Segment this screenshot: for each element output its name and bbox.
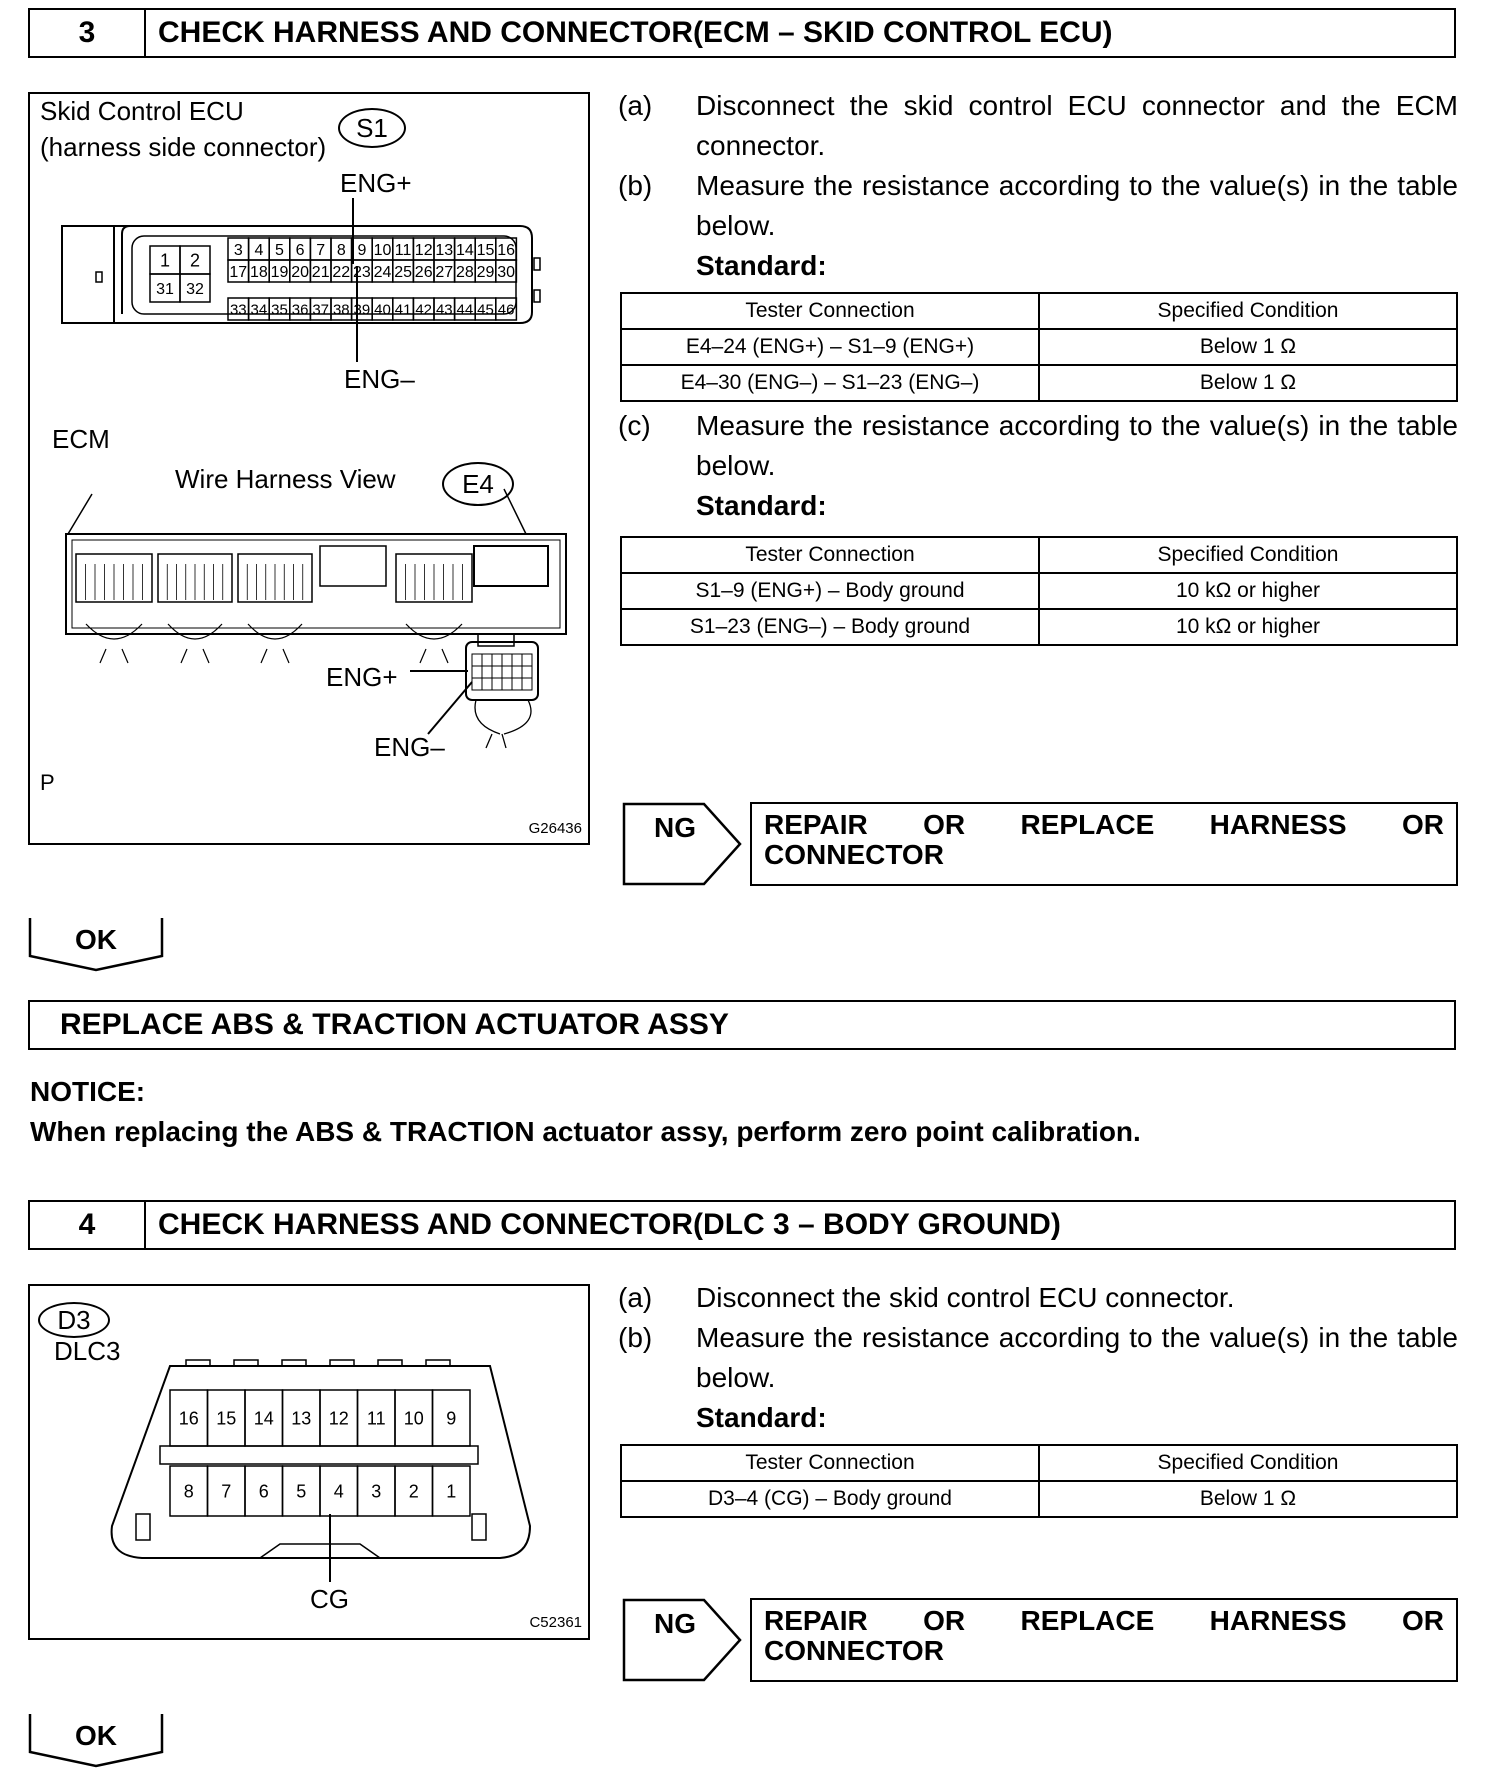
pin-number: 6	[295, 241, 305, 259]
pin-number: 14	[456, 241, 474, 259]
ng-action-line: REPAIR OR REPLACE HARNESS OR	[764, 809, 1444, 840]
dlc-pin-number: 4	[333, 1481, 344, 1502]
e4-pin-cell	[502, 678, 512, 690]
table-cell: Below 1 Ω	[1039, 1481, 1457, 1517]
pin-number: 4	[254, 241, 264, 259]
step-3-figure	[28, 92, 590, 845]
table-header-row	[621, 1445, 1457, 1481]
ok-result-box	[28, 1712, 164, 1770]
cg-label: CG	[310, 1584, 349, 1614]
dlc-pin-number: 11	[366, 1408, 386, 1429]
pin-number: 13	[435, 241, 454, 259]
ecu-sublabel: (harness side connector)	[40, 132, 327, 162]
e4-pin-cell	[472, 678, 482, 690]
spec-table	[620, 536, 1458, 646]
step-title: CHECK HARNESS AND CONNECTOR(DLC 3 – BODY GROUND)	[158, 1208, 1061, 1241]
pin-number: 36	[291, 301, 309, 319]
standard-label: Standard:	[696, 1402, 827, 1433]
pin-number: 32	[186, 280, 204, 298]
pin-number: 37	[312, 301, 330, 319]
item-label: (c)	[618, 410, 651, 441]
eng-plus-label: ENG+	[340, 168, 412, 198]
dlc-pin-number: 9	[446, 1408, 457, 1429]
e4-pin-cell	[522, 654, 532, 666]
column-header: Tester Connection	[621, 1445, 1039, 1481]
table-cell: S1–23 (ENG–) – Body ground	[621, 609, 1039, 645]
pin-number: 20	[291, 263, 309, 281]
pin-number: 7	[316, 241, 326, 259]
dlc-pin-number: 1	[446, 1481, 457, 1502]
connector-diagram	[30, 94, 588, 843]
table-cell: D3–4 (CG) – Body ground	[621, 1481, 1039, 1517]
ecm-label: ECM	[52, 424, 110, 454]
step-number: 4	[30, 1202, 146, 1248]
wire-harness-view-label: Wire Harness View	[175, 464, 396, 494]
e4-pin-cell	[522, 678, 532, 690]
connector-id-badge: E4	[442, 462, 514, 506]
pin-number: 30	[497, 263, 515, 281]
dlc3-diagram	[30, 1286, 588, 1638]
pin-number: 38	[332, 301, 350, 319]
e4-pin-cell	[482, 666, 492, 678]
table-cell: 10 kΩ or higher	[1039, 609, 1457, 645]
table-row	[621, 1481, 1457, 1517]
pin-number: 16	[497, 241, 515, 259]
step-4-instructions	[618, 1278, 1458, 1438]
eng-minus-label: ENG–	[344, 364, 415, 394]
e4-pin-cell	[472, 654, 482, 666]
e4-pin-cell	[482, 654, 492, 666]
table-cell: E4–30 (ENG–) – S1–23 (ENG–)	[621, 365, 1039, 401]
step-4-header	[28, 1200, 1456, 1250]
item-label: (a)	[618, 1282, 653, 1313]
pin-number: 33	[229, 301, 247, 319]
ng-action-line: REPAIR OR REPLACE HARNESS OR	[764, 1605, 1444, 1636]
pin-number: 39	[353, 301, 371, 319]
table-cell: E4–24 (ENG+) – S1–9 (ENG+)	[621, 329, 1039, 365]
dlc-pin-number: 6	[258, 1481, 269, 1502]
pin-number: 18	[250, 263, 268, 281]
e4-pin-cell	[492, 666, 502, 678]
e4-pin-cell	[502, 654, 512, 666]
connector-id-badge: S1	[338, 108, 406, 148]
table-row	[621, 609, 1457, 645]
pin-number: 12	[414, 241, 433, 259]
pin-number: 46	[497, 301, 515, 319]
pin-number: 2	[189, 250, 201, 271]
dlc-pin-number: 13	[291, 1408, 312, 1429]
dlc-pin-number: 16	[178, 1408, 199, 1429]
eng-minus-label: ENG–	[374, 732, 445, 762]
standard-label: Standard:	[696, 490, 827, 521]
dlc-pin-number: 12	[328, 1408, 349, 1429]
ok-label: OK	[75, 924, 117, 955]
pin-number: 1	[159, 250, 171, 271]
wire-bundle	[86, 624, 142, 663]
table-cell: 10 kΩ or higher	[1039, 573, 1457, 609]
ok-result-box	[28, 916, 164, 974]
replace-header	[28, 1000, 1456, 1050]
item-label: (b)	[618, 170, 653, 201]
column-header: Specified Condition	[1039, 293, 1457, 329]
ng-label: NG	[654, 812, 696, 843]
pin-number: 23	[353, 263, 371, 281]
standard-label: Standard:	[696, 250, 827, 281]
ng-action-line: CONNECTOR	[764, 1635, 944, 1666]
e4-pin-cell	[482, 678, 492, 690]
table-header-row	[621, 293, 1457, 329]
pin-number: 45	[477, 301, 494, 319]
p-label: P	[40, 770, 55, 795]
e4-pin-cell	[522, 666, 532, 678]
pin-number: 29	[476, 263, 495, 281]
e4-pin-cell	[492, 678, 502, 690]
e4-pin-cell	[512, 666, 522, 678]
e4-pin-cell	[512, 654, 522, 666]
notice-text: When replacing the ABS & TRACTION actuator assy, perform zero point calibration.	[30, 1116, 1141, 1147]
ok-label: OK	[75, 1720, 117, 1751]
pin-number: 3	[233, 241, 243, 259]
step-3-instructions-c	[618, 406, 1458, 526]
dlc-pin-number: 2	[408, 1481, 419, 1502]
dlc-label: DLC3	[54, 1336, 121, 1366]
figure-code: G26436	[528, 820, 582, 837]
e4-pin-cell	[492, 654, 502, 666]
ng-result-box	[622, 802, 1458, 886]
pin-number: 42	[415, 301, 433, 319]
dlc-pin-number: 3	[371, 1481, 382, 1502]
step-number: 3	[30, 10, 146, 56]
column-header: Tester Connection	[621, 537, 1039, 573]
step-3-instructions	[618, 86, 1458, 286]
table-row	[621, 365, 1457, 401]
pin-number: 5	[275, 241, 284, 259]
pin-number: 17	[229, 263, 248, 281]
dlc-pin-number: 14	[253, 1408, 274, 1429]
dlc-pin-number: 7	[221, 1481, 232, 1502]
pin-number: 34	[250, 301, 268, 319]
pin-number: 43	[435, 301, 453, 319]
table-header-row	[621, 537, 1457, 573]
pin-number: 27	[435, 263, 454, 281]
ng-result-box	[622, 1598, 1458, 1682]
pin-number: 8	[336, 241, 346, 259]
pin-number: 26	[414, 263, 433, 281]
pin-number: 41	[394, 301, 412, 319]
column-header: Tester Connection	[621, 293, 1039, 329]
step-4-figure	[28, 1284, 590, 1640]
step-title: CHECK HARNESS AND CONNECTOR(ECM – SKID CONTROL ECU)	[158, 16, 1113, 49]
pin-number: 31	[156, 280, 174, 298]
e4-pin-cell	[512, 678, 522, 690]
figure-code: C52361	[529, 1614, 582, 1631]
table-cell: Below 1 Ω	[1039, 329, 1457, 365]
e4-pin-cell	[472, 666, 482, 678]
table-cell: S1–9 (ENG+) – Body ground	[621, 573, 1039, 609]
instruction-text: Measure the resistance according to the value(s) in the table below.	[696, 170, 1458, 241]
wire-bundle	[248, 624, 302, 663]
instruction-text: Measure the resistance according to the value(s) in the table below.	[696, 410, 1458, 481]
dlc-pin-number: 8	[183, 1481, 194, 1502]
connector-id-badge: D3	[38, 1302, 110, 1338]
ng-action-line: CONNECTOR	[764, 839, 944, 870]
ecu-label: Skid Control ECU	[40, 96, 244, 126]
instruction-text: Measure the resistance according to the value(s) in the table below.	[696, 1322, 1458, 1393]
spec-table	[620, 292, 1458, 402]
table-row	[621, 573, 1457, 609]
instruction-text: Disconnect the skid control ECU connector.	[696, 1282, 1235, 1313]
pin-number: 21	[311, 263, 330, 281]
instruction-text: Disconnect the skid control ECU connector and the ECM connector.	[696, 90, 1458, 161]
pin-number: 25	[394, 263, 412, 281]
table-cell: Below 1 Ω	[1039, 365, 1457, 401]
ng-action	[750, 802, 1458, 886]
ng-action	[750, 1598, 1458, 1682]
table-row	[621, 329, 1457, 365]
pin-number: 9	[357, 241, 367, 259]
spec-table	[620, 1444, 1458, 1518]
dlc-pin-number: 10	[403, 1408, 424, 1429]
eng-plus-label: ENG+	[326, 662, 398, 692]
item-label: (a)	[618, 90, 653, 121]
notice-label: NOTICE:	[30, 1076, 146, 1107]
column-header: Specified Condition	[1039, 537, 1457, 573]
pin-number: 24	[373, 263, 392, 281]
pin-number: 28	[456, 263, 474, 281]
ng-label: NG	[654, 1608, 696, 1639]
item-label: (b)	[618, 1322, 653, 1353]
pin-number: 19	[270, 263, 289, 281]
pin-number: 11	[394, 241, 412, 259]
e4-pin-cell	[502, 666, 512, 678]
pin-number: 22	[332, 263, 351, 281]
dlc-pin-number: 15	[216, 1408, 237, 1429]
wire-bundle	[168, 624, 222, 663]
step-3-header	[28, 8, 1456, 58]
wire-bundle	[406, 624, 462, 663]
pin-number: 35	[271, 301, 288, 319]
pin-number: 40	[374, 301, 391, 319]
pin-number: 10	[373, 241, 392, 259]
pin-number: 15	[476, 241, 495, 259]
replace-title: REPLACE ABS & TRACTION ACTUATOR ASSY	[60, 1008, 729, 1041]
column-header: Specified Condition	[1039, 1445, 1457, 1481]
dlc-pin-number: 5	[296, 1481, 307, 1502]
pin-number: 44	[456, 301, 474, 319]
